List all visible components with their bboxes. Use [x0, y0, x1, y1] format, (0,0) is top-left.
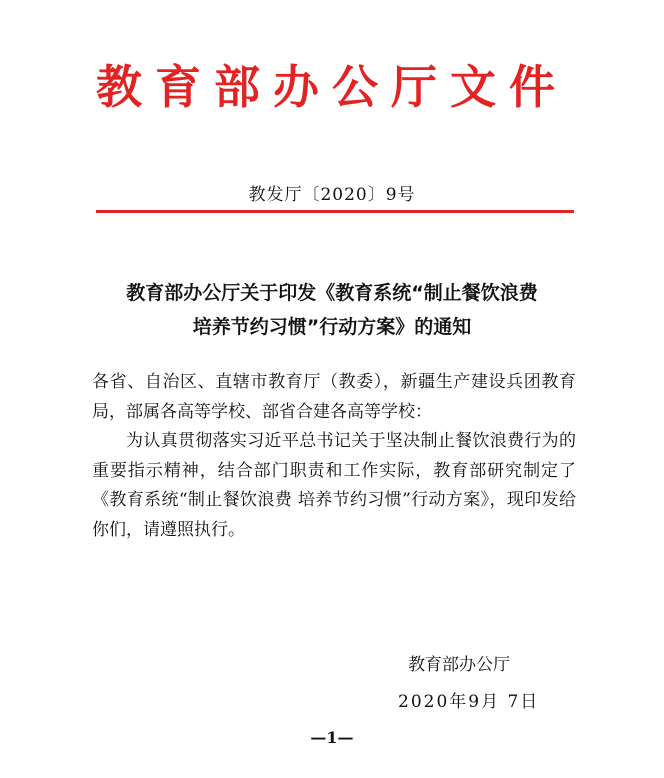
issuing-office-header: 教育部办公厅文件	[96, 60, 568, 114]
page-number: —1—	[310, 728, 354, 747]
document-title	[0, 276, 664, 344]
document-body	[92, 368, 576, 545]
issue-date: 2020年9月 7日	[398, 692, 540, 712]
document-title-line-1: 教育部办公厅关于印发《教育系统“制止餐饮浪费	[126, 282, 538, 304]
document-number: 教发厅〔2020〕9号	[248, 185, 416, 205]
signature: 教育部办公厅	[408, 655, 510, 675]
red-divider-line	[96, 210, 574, 213]
recipients-paragraph: 各省、自治区、直辖市教育厅（教委），新疆生产建设兵团教育局，部属各高等学校、部省合建各高等学校：	[92, 372, 576, 422]
main-paragraph: 为认真贯彻落实习近平总书记关于坚决制止餐饮浪费行为的重要指示精神，结合部门职责和工作实际，教育部研究制定了《教育系统“制止餐饮浪费 培养节约习惯”行动方案》，现印发给你们，请遵照执行。	[92, 431, 576, 540]
document-title-line-2: 培养节约习惯”行动方案》的通知	[192, 316, 472, 338]
